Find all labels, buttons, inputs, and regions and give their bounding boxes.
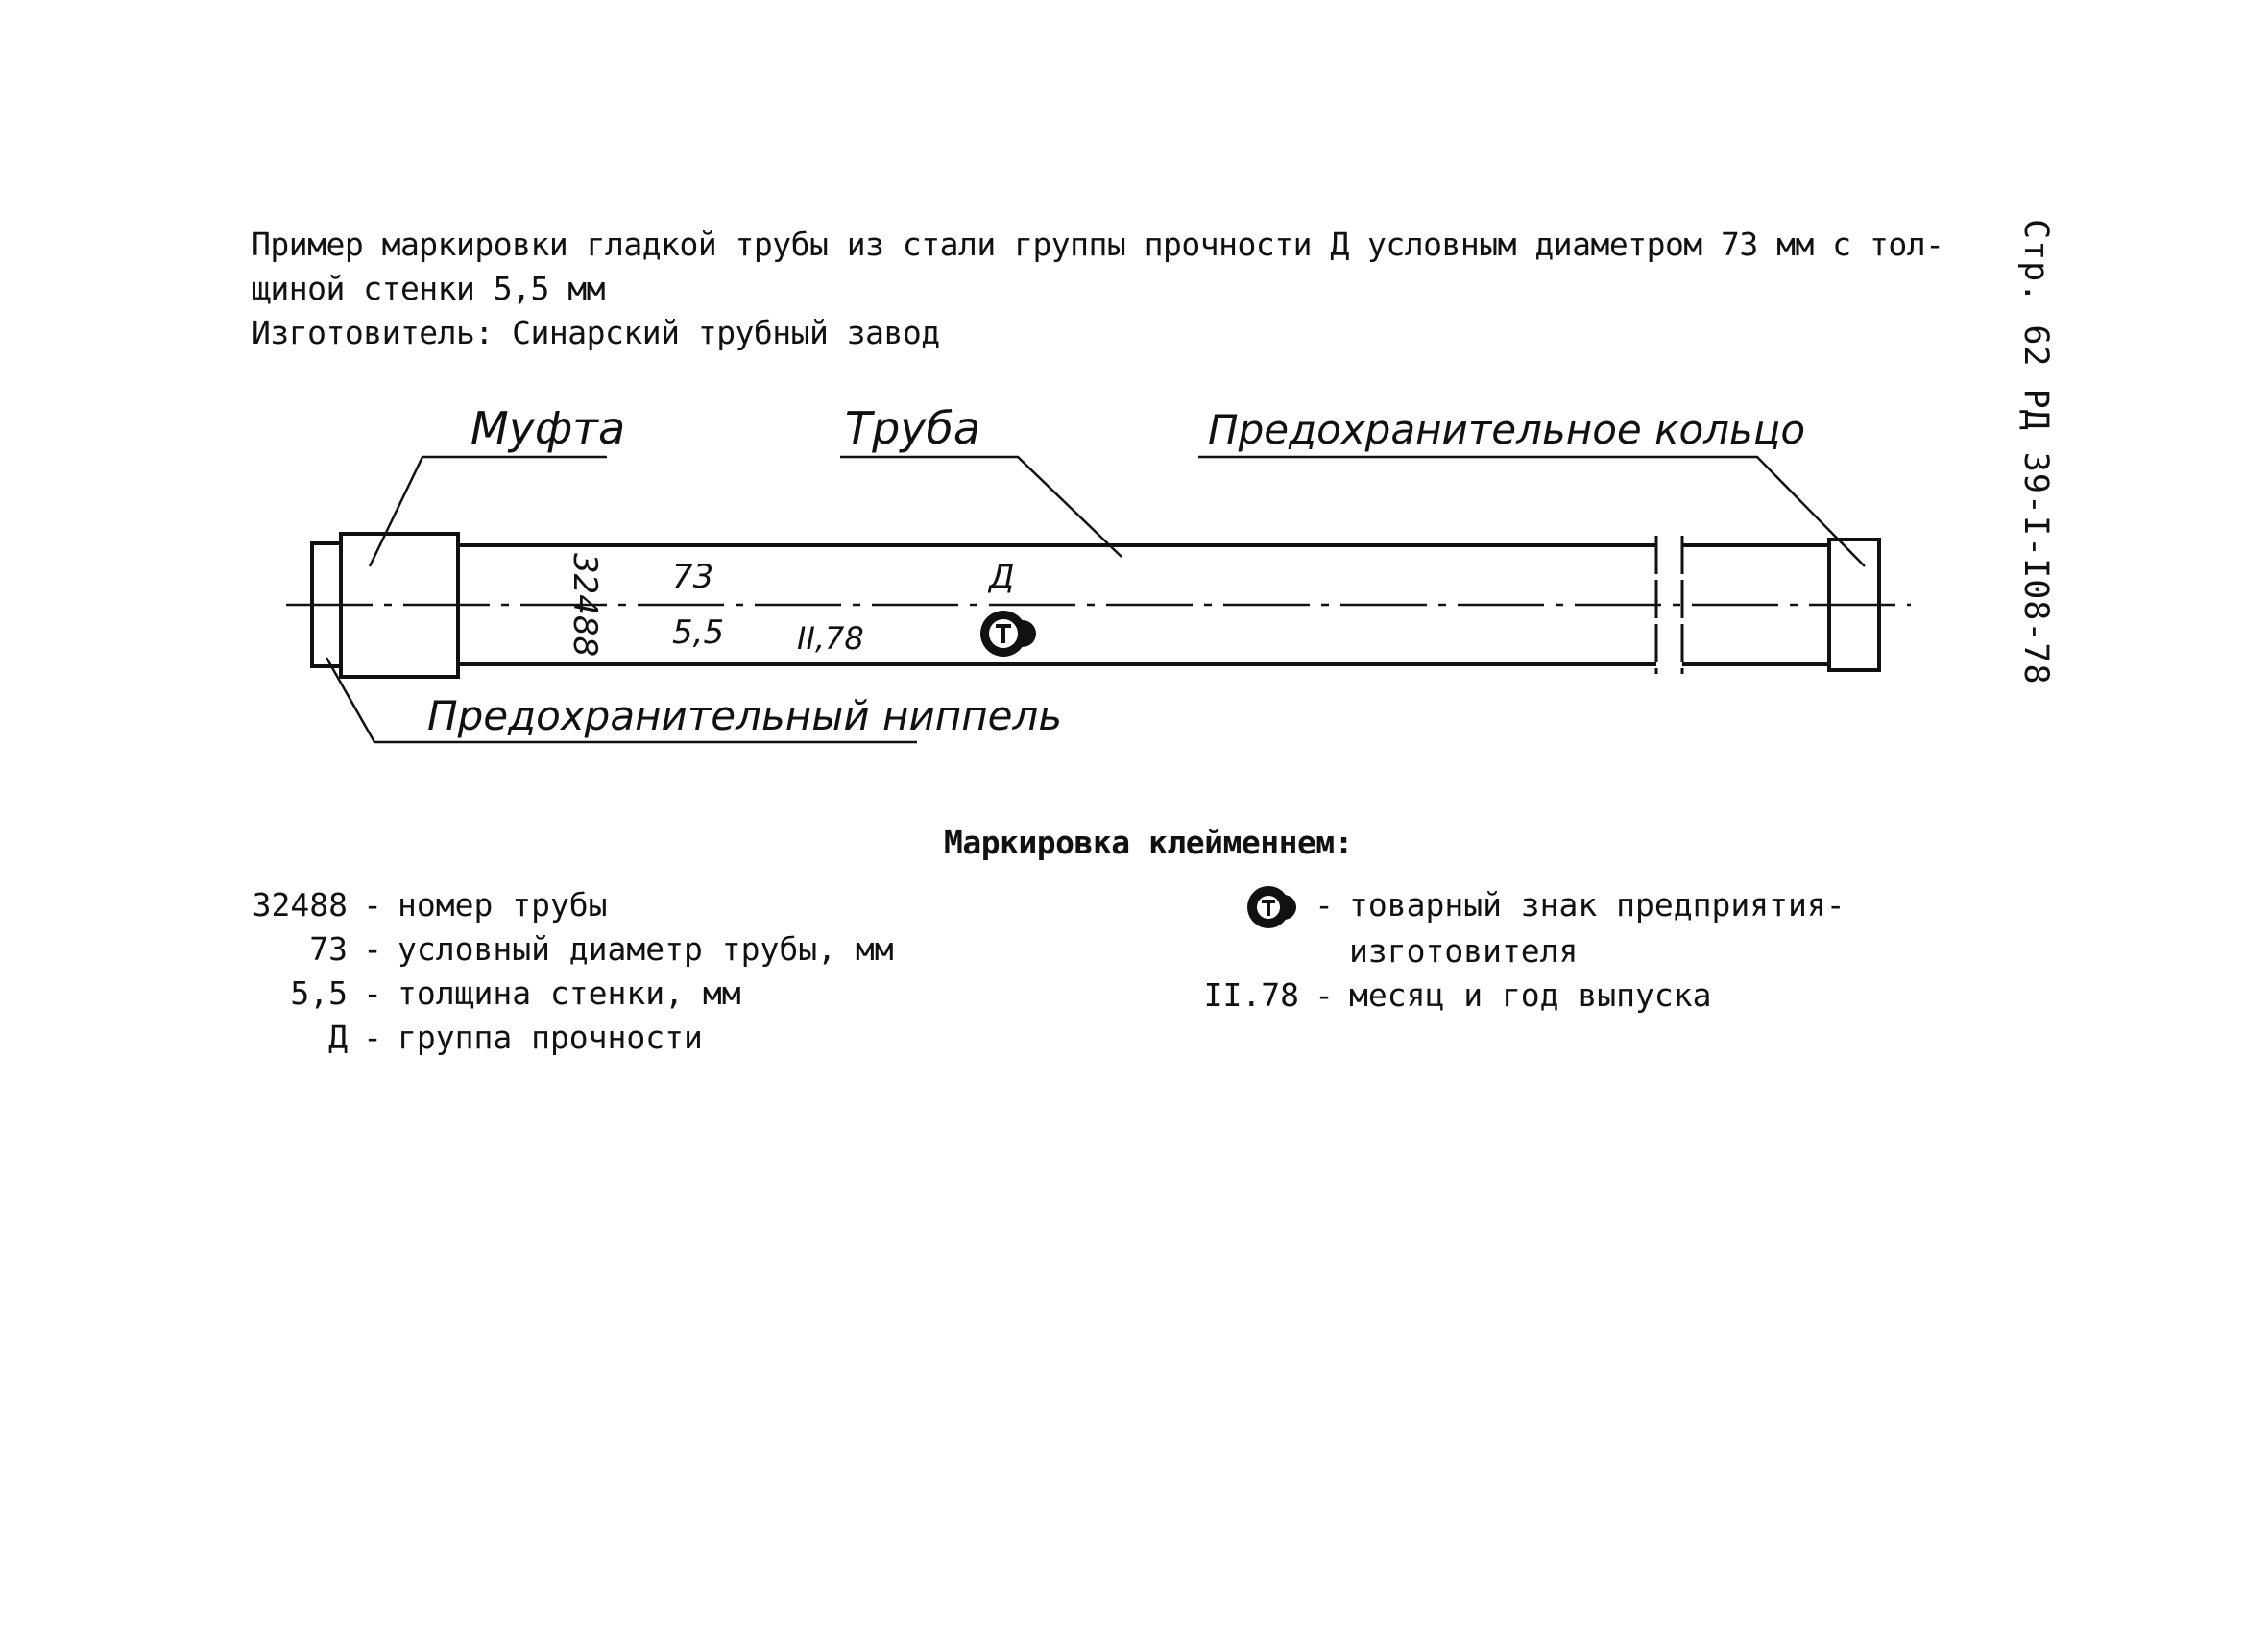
legend-separator bbox=[1299, 929, 1349, 973]
mark-wall: 5,5 bbox=[672, 613, 725, 652]
legend-item bbox=[1191, 883, 1846, 929]
legend-code bbox=[1191, 883, 1299, 929]
legend-text: изготовителя bbox=[1349, 931, 1579, 970]
label-pipe: Труба bbox=[845, 402, 981, 454]
label-safety-nipple: Предохранительный ниппель bbox=[427, 692, 1063, 739]
legend-item bbox=[252, 927, 894, 972]
mark-date: II,78 bbox=[797, 620, 864, 657]
legend-code bbox=[1191, 929, 1299, 973]
legend-code: 5,5 bbox=[290, 974, 348, 1012]
legend-code: 73 bbox=[309, 930, 348, 968]
legend-text: условный диаметр трубы, мм bbox=[398, 930, 894, 968]
legend-text: номер трубы bbox=[398, 886, 608, 924]
legend-separator: - bbox=[363, 974, 382, 1012]
label-coupling: Муфта bbox=[470, 402, 626, 454]
legend-separator: - bbox=[363, 886, 382, 924]
legend-separator: - bbox=[1315, 975, 1334, 1014]
coupling-leader bbox=[370, 457, 607, 566]
legend-text: группа прочности bbox=[398, 1019, 703, 1056]
legend-item bbox=[1191, 929, 1846, 973]
trademark-icon-on-pipe bbox=[980, 611, 1036, 657]
legend-left bbox=[252, 883, 894, 1060]
intro-line-1: Пример маркировки гладкой трубы из стали группы прочности Д условным диаметром 73 мм с тол- bbox=[252, 226, 1944, 263]
legend-separator: - bbox=[1315, 886, 1334, 924]
trademark-icon bbox=[1240, 885, 1299, 929]
intro-line-2: щиной стенки 5,5 мм bbox=[252, 270, 605, 307]
legend-code: II.78 bbox=[1203, 975, 1299, 1014]
legend-right bbox=[1191, 883, 1846, 1018]
safety-ring-leader bbox=[1198, 457, 1865, 566]
legend-item bbox=[252, 883, 894, 927]
legend-title: Маркировка клейменнем: bbox=[943, 824, 1354, 861]
legend-text: месяц и год выпуска bbox=[1349, 975, 1712, 1014]
legend-separator: - bbox=[363, 930, 382, 968]
manufacturer-line: Изготовитель: Синарский трубный завод bbox=[252, 314, 940, 351]
mark-diameter: 73 bbox=[672, 558, 714, 596]
legend-code: Д bbox=[328, 1019, 348, 1056]
label-safety-ring: Предохранительное кольцо bbox=[1208, 406, 1806, 453]
legend-separator: - bbox=[363, 1019, 382, 1056]
legend-code: 32488 bbox=[252, 886, 348, 924]
legend-text: толщина стенки, мм bbox=[398, 974, 741, 1012]
mark-pipe-number: 32488 bbox=[566, 553, 604, 658]
legend-text: товарный знак предприятия- bbox=[1349, 886, 1846, 924]
legend-item bbox=[1191, 973, 1846, 1018]
mark-strength-group: Д bbox=[989, 558, 1015, 596]
page-reference: Стр. 62 РД 39-I-I08-78 bbox=[2016, 219, 2055, 685]
legend-item bbox=[252, 972, 894, 1016]
pipe-leader bbox=[840, 457, 1122, 557]
legend-item bbox=[252, 1016, 894, 1060]
